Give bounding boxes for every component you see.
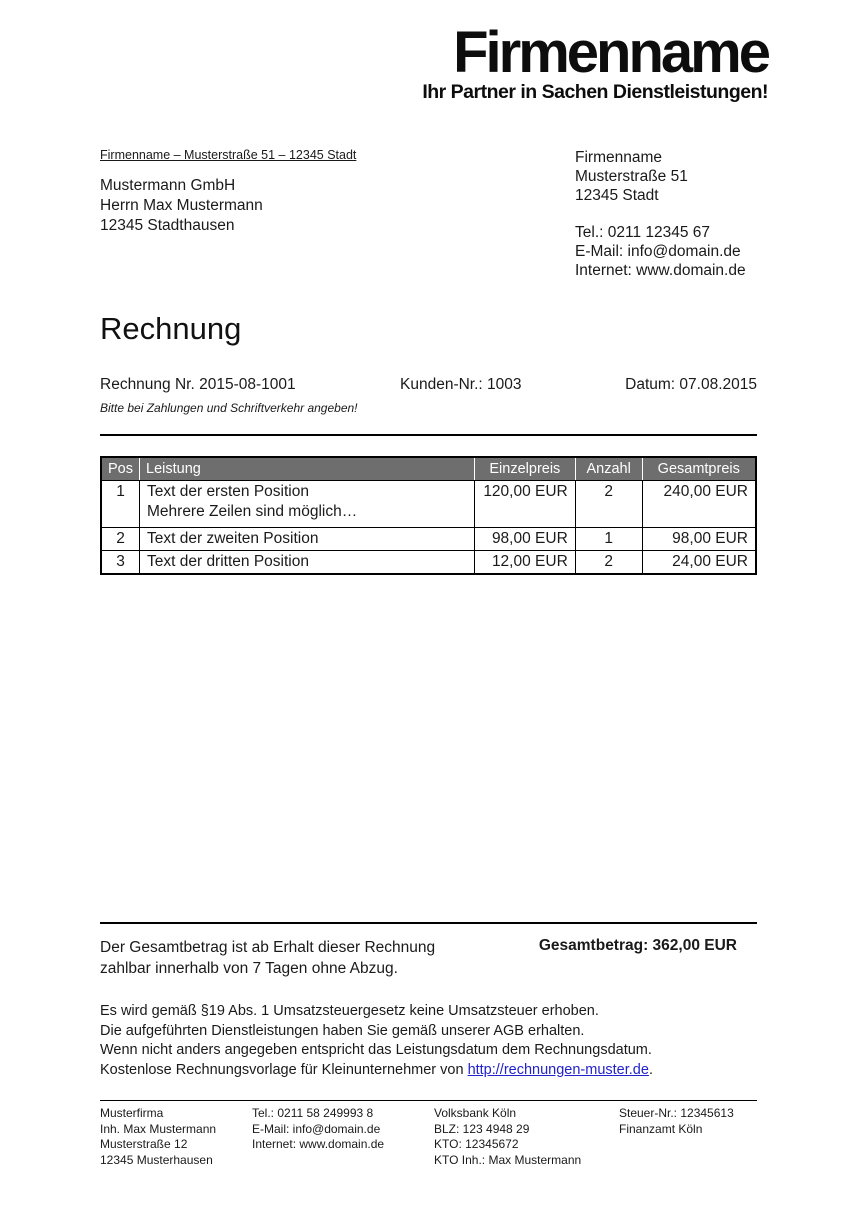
table-header-row [101, 457, 756, 481]
company-website: Internet: www.domain.de [575, 262, 746, 279]
footer-line: KTO: 12345672 [434, 1137, 519, 1151]
customer-number: Kunden-Nr.: 1003 [400, 376, 522, 393]
company-logo [0, 0, 855, 103]
footer-line: Finanzamt Köln [619, 1121, 703, 1136]
page-title: Rechnung [100, 311, 242, 346]
footer-line: Internet: www.domain.de [252, 1137, 385, 1151]
recipient-address-block [100, 176, 575, 236]
link-line-prefix: Kostenlose Rechnungsvorlage für Kleinunternehmer von [100, 1061, 468, 1078]
recipient-line: 12345 Stadthausen [100, 217, 235, 234]
invoice-number: Rechnung Nr. 2015-08-1001 [100, 376, 296, 393]
meta-note: Bitte bei Zahlungen und Schriftverkehr angeben! [100, 401, 358, 415]
footer-line: Musterfirma [100, 1106, 164, 1120]
divider [100, 922, 757, 924]
item-unit-price: 12,00 EUR [474, 551, 575, 575]
template-source-link[interactable]: http://rechnungen-muster.de [467, 1061, 649, 1078]
item-total-price: 24,00 EUR [642, 551, 756, 575]
logo-tagline: Ihr Partner in Sachen Dienstleistungen! [422, 81, 768, 103]
item-total-price: 98,00 EUR [642, 528, 756, 551]
address-section [100, 148, 757, 280]
invoice-date: Datum: 07.08.2015 [625, 376, 757, 393]
grand-total: Gesamtbetrag: 362,00 EUR [538, 937, 737, 954]
footer-line: BLZ: 123 4948 29 [434, 1121, 530, 1136]
payment-terms-text: Der Gesamtbetrag ist ab Erhalt dieser Rechnung zahlbar innerhalb von 7 Tagen ohne Abzug. [100, 939, 436, 977]
footer-line: Volksbank Köln [434, 1106, 517, 1120]
item-quantity: 2 [575, 481, 642, 528]
footer-line: Tel.: 0211 58 249993 8 [252, 1106, 374, 1120]
table-row [101, 528, 756, 551]
divider [100, 434, 757, 436]
table-row [101, 551, 756, 575]
column-header-pos: Pos [101, 457, 140, 481]
company-contact [575, 223, 757, 280]
column-header-total-price: Gesamtpreis [642, 457, 756, 481]
column-header-description: Leistung [140, 457, 475, 481]
recipient-line: Mustermann GmbH [100, 177, 236, 194]
legal-note-line: Wenn nicht anders angegeben entspricht das Leistungsdatum dem Rechnungsdatum. [100, 1042, 652, 1058]
company-address-line: 12345 Stadt [575, 187, 659, 204]
item-description: Text der dritten Position [140, 551, 475, 575]
link-line-suffix: . [648, 1061, 653, 1078]
footer-company-column [100, 1106, 252, 1168]
company-info-block [575, 148, 757, 280]
footer-contact-column [252, 1106, 434, 1168]
item-pos: 2 [101, 528, 140, 551]
column-header-quantity: Anzahl [575, 457, 642, 481]
column-header-unit-price: Einzelpreis [474, 457, 575, 481]
item-description-line: Mehrere Zeilen sind möglich… [147, 503, 358, 520]
line-items-table [100, 456, 757, 575]
legal-note-line: Es wird gemäß §19 Abs. 1 Umsatzsteuergesetz keine Umsatzsteuer erhoben. [100, 1003, 599, 1019]
company-address [575, 148, 757, 205]
footer-line: Steuer-Nr.: 12345613 [619, 1106, 734, 1120]
item-description: Text der zweiten Position [140, 528, 475, 551]
recipient-line: Herrn Max Mustermann [100, 197, 263, 214]
footer-bank-column [434, 1106, 619, 1168]
legal-note-line [100, 1061, 757, 1081]
footer-tax-column [619, 1106, 757, 1168]
item-quantity: 1 [575, 528, 642, 551]
company-phone: Tel.: 0211 12345 67 [575, 224, 711, 241]
company-email: E-Mail: info@domain.de [575, 243, 741, 260]
blank-area [100, 575, 757, 922]
footer-line: KTO Inh.: Max Mustermann [434, 1152, 582, 1167]
item-description-line: Text der ersten Position [147, 483, 309, 500]
footer-line: Inh. Max Mustermann [100, 1121, 217, 1136]
sender-return-address: Firmenname – Musterstraße 51 – 12345 Stadt [100, 148, 357, 162]
company-address-line: Musterstraße 51 [575, 168, 688, 185]
item-description [140, 481, 475, 528]
legal-notes [100, 1002, 757, 1080]
footer-line: E-Mail: info@domain.de [252, 1121, 381, 1136]
item-total-price: 240,00 EUR [642, 481, 756, 528]
legal-note-line: Die aufgeführten Dienstleistungen haben Sie gemäß unserer AGB erhalten. [100, 1022, 585, 1039]
item-unit-price: 120,00 EUR [474, 481, 575, 528]
footer-line: Musterstraße 12 [100, 1137, 188, 1151]
footer [100, 1100, 757, 1168]
item-quantity: 2 [575, 551, 642, 575]
company-address-line: Firmenname [575, 149, 662, 166]
item-pos: 1 [101, 481, 140, 528]
footer-line: 12345 Musterhausen [100, 1152, 213, 1167]
table-row [101, 481, 756, 528]
invoice-meta-row [100, 376, 757, 394]
totals-section [100, 937, 757, 979]
item-pos: 3 [101, 551, 140, 575]
logo-company-name: Firmenname [453, 20, 768, 85]
item-unit-price: 98,00 EUR [474, 528, 575, 551]
